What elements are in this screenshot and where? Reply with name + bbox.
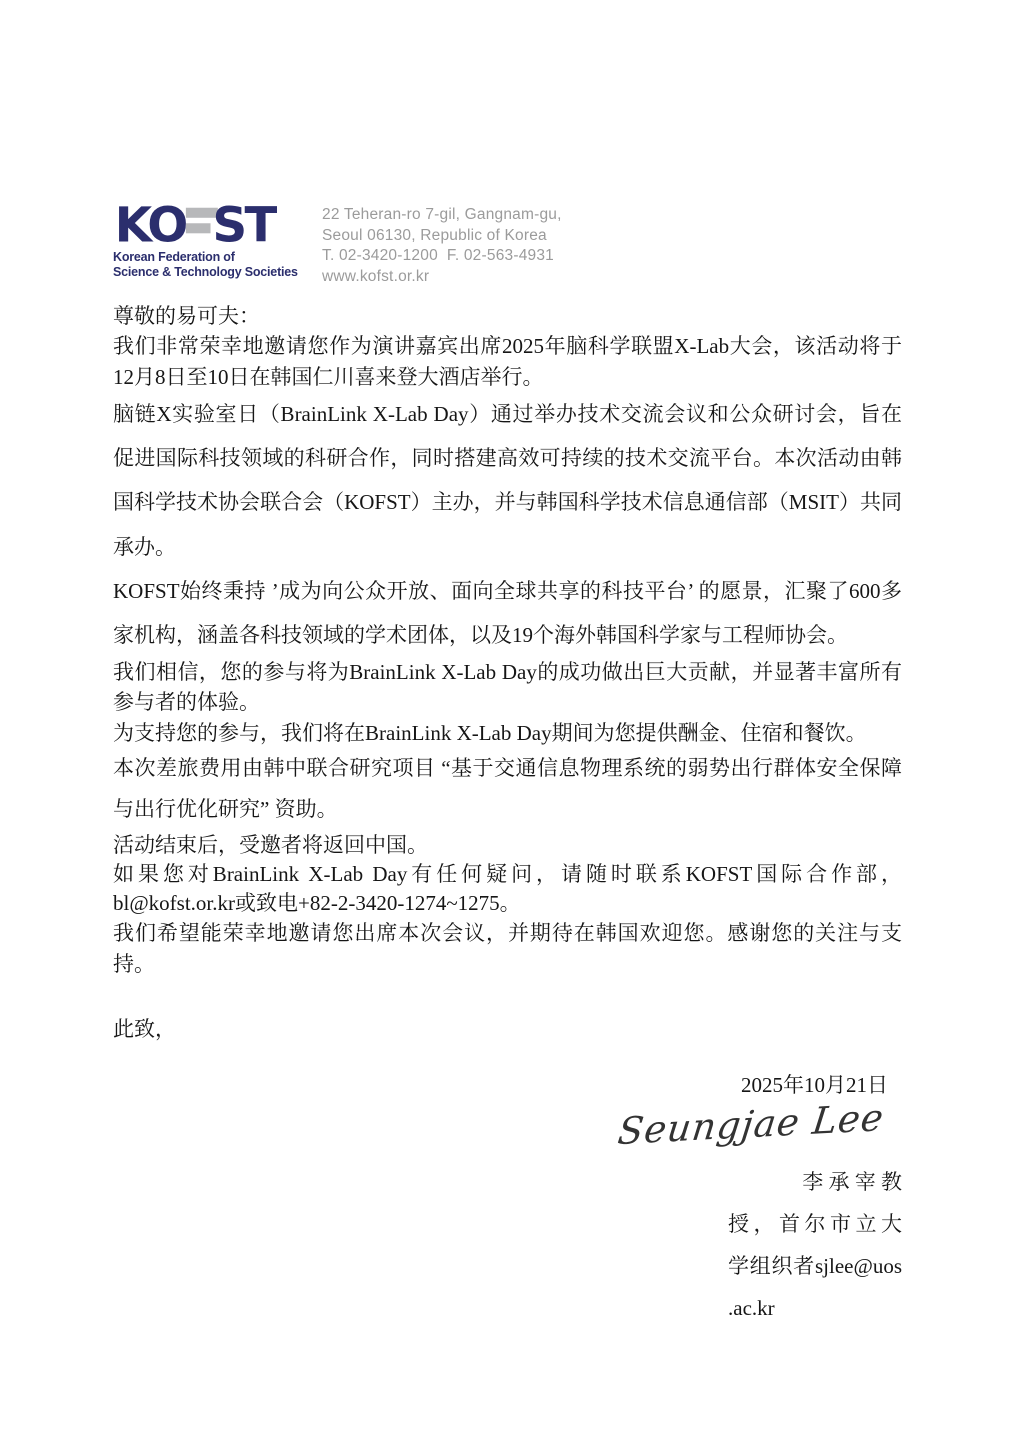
signer-info xyxy=(728,1161,902,1329)
signer-line: 李 承 宰 教 xyxy=(802,1169,902,1194)
logo-tagline xyxy=(113,250,322,280)
closing: 此致， xyxy=(113,1017,176,1042)
signature-script: Seungjae Lee xyxy=(615,1095,887,1153)
signature-block xyxy=(113,1095,902,1159)
logo-tagline-line: Korean Federation of xyxy=(113,250,235,264)
letterhead-address xyxy=(322,205,562,287)
signer-line: .ac.kr xyxy=(728,1295,775,1320)
paragraph-support: 为支持您的参与，我们将在BrainLink X-Lab Day期间为您提供酬金、住宿和餐饮。 xyxy=(113,720,867,745)
letter-date: 2025年10月21日 xyxy=(741,1072,888,1097)
signer-line: 学组织者sjlee@uos xyxy=(728,1253,902,1278)
paragraph-contribution: 我们相信，您的参与将为BrainLink X-Lab Day的成功做出巨大贡献，并显著丰富所有参与者的体验。 xyxy=(113,659,902,715)
logo-tagline-line: Science & Technology Societies xyxy=(113,265,298,279)
paragraph-event-intro: 脑链X实验室日（BrainLink X-Lab Day）通过举办技术交流会议和公众研讨会，旨在促进国际科技领域的科研合作，同时搭建高效可持续的技术交流平台。本次活动由韩国科学技术协会联合会（KOFST）主办，并与韩国科学技术信息通信部（MSIT）共同承办。 xyxy=(113,402,902,559)
address-line: 22 Teheran-ro 7-gil, Gangnam-gu, xyxy=(322,206,562,223)
paragraph-return: 活动结束后，受邀者将返回中国。 xyxy=(113,833,428,858)
logo-f-bar-mid xyxy=(186,223,211,233)
letterhead xyxy=(113,205,902,285)
paragraph-invitation: 我们非常荣幸地邀请您作为演讲嘉宾出席2025年脑科学联盟X-Lab大会，该活动将于12月8日至10日在韩国仁川喜来登大酒店举行。 xyxy=(113,334,902,389)
kofst-logo xyxy=(113,205,322,280)
logo-letters-ko: KO xyxy=(114,205,186,247)
paragraph-contact: 如果您对BrainLink X-Lab Day有任何疑问，请随时联系KOFST国际合作部，bl@kofst.or.kr或致电+82-2-3420-1274~1275。 xyxy=(113,862,902,916)
website-line: www.kofst.or.kr xyxy=(322,267,430,285)
paragraph-kofst-vision: KOFST始终秉持 ’成为向公众开放、面向全球共享的科技平台’ 的愿景，汇聚了600多家机构，涵盖各科技领域的学术团体，以及19个海外韩国科学家与工程师协会。 xyxy=(113,578,902,647)
phone-fax-line: T. 02-3420-1200 F. 02-563-4931 xyxy=(322,247,554,264)
paragraph-funding: 本次差旅费用由韩中联合研究项目 “基于交通信息物理系统的弱势出行群体安全保障与出行优化研究” 资助。 xyxy=(113,756,902,822)
logo-letters-st: ST xyxy=(212,205,275,247)
salutation: 尊敬的易可夫： xyxy=(113,304,260,328)
address-line: Seoul 06130, Republic of Korea xyxy=(322,226,547,244)
kofst-wordmark-icon xyxy=(113,205,277,247)
paragraph-hope: 我们希望能荣幸地邀请您出席本次会议，并期待在韩国欢迎您。感谢您的关注与支持。 xyxy=(113,921,902,976)
signer-line: 授，首尔市立大 xyxy=(728,1211,902,1236)
